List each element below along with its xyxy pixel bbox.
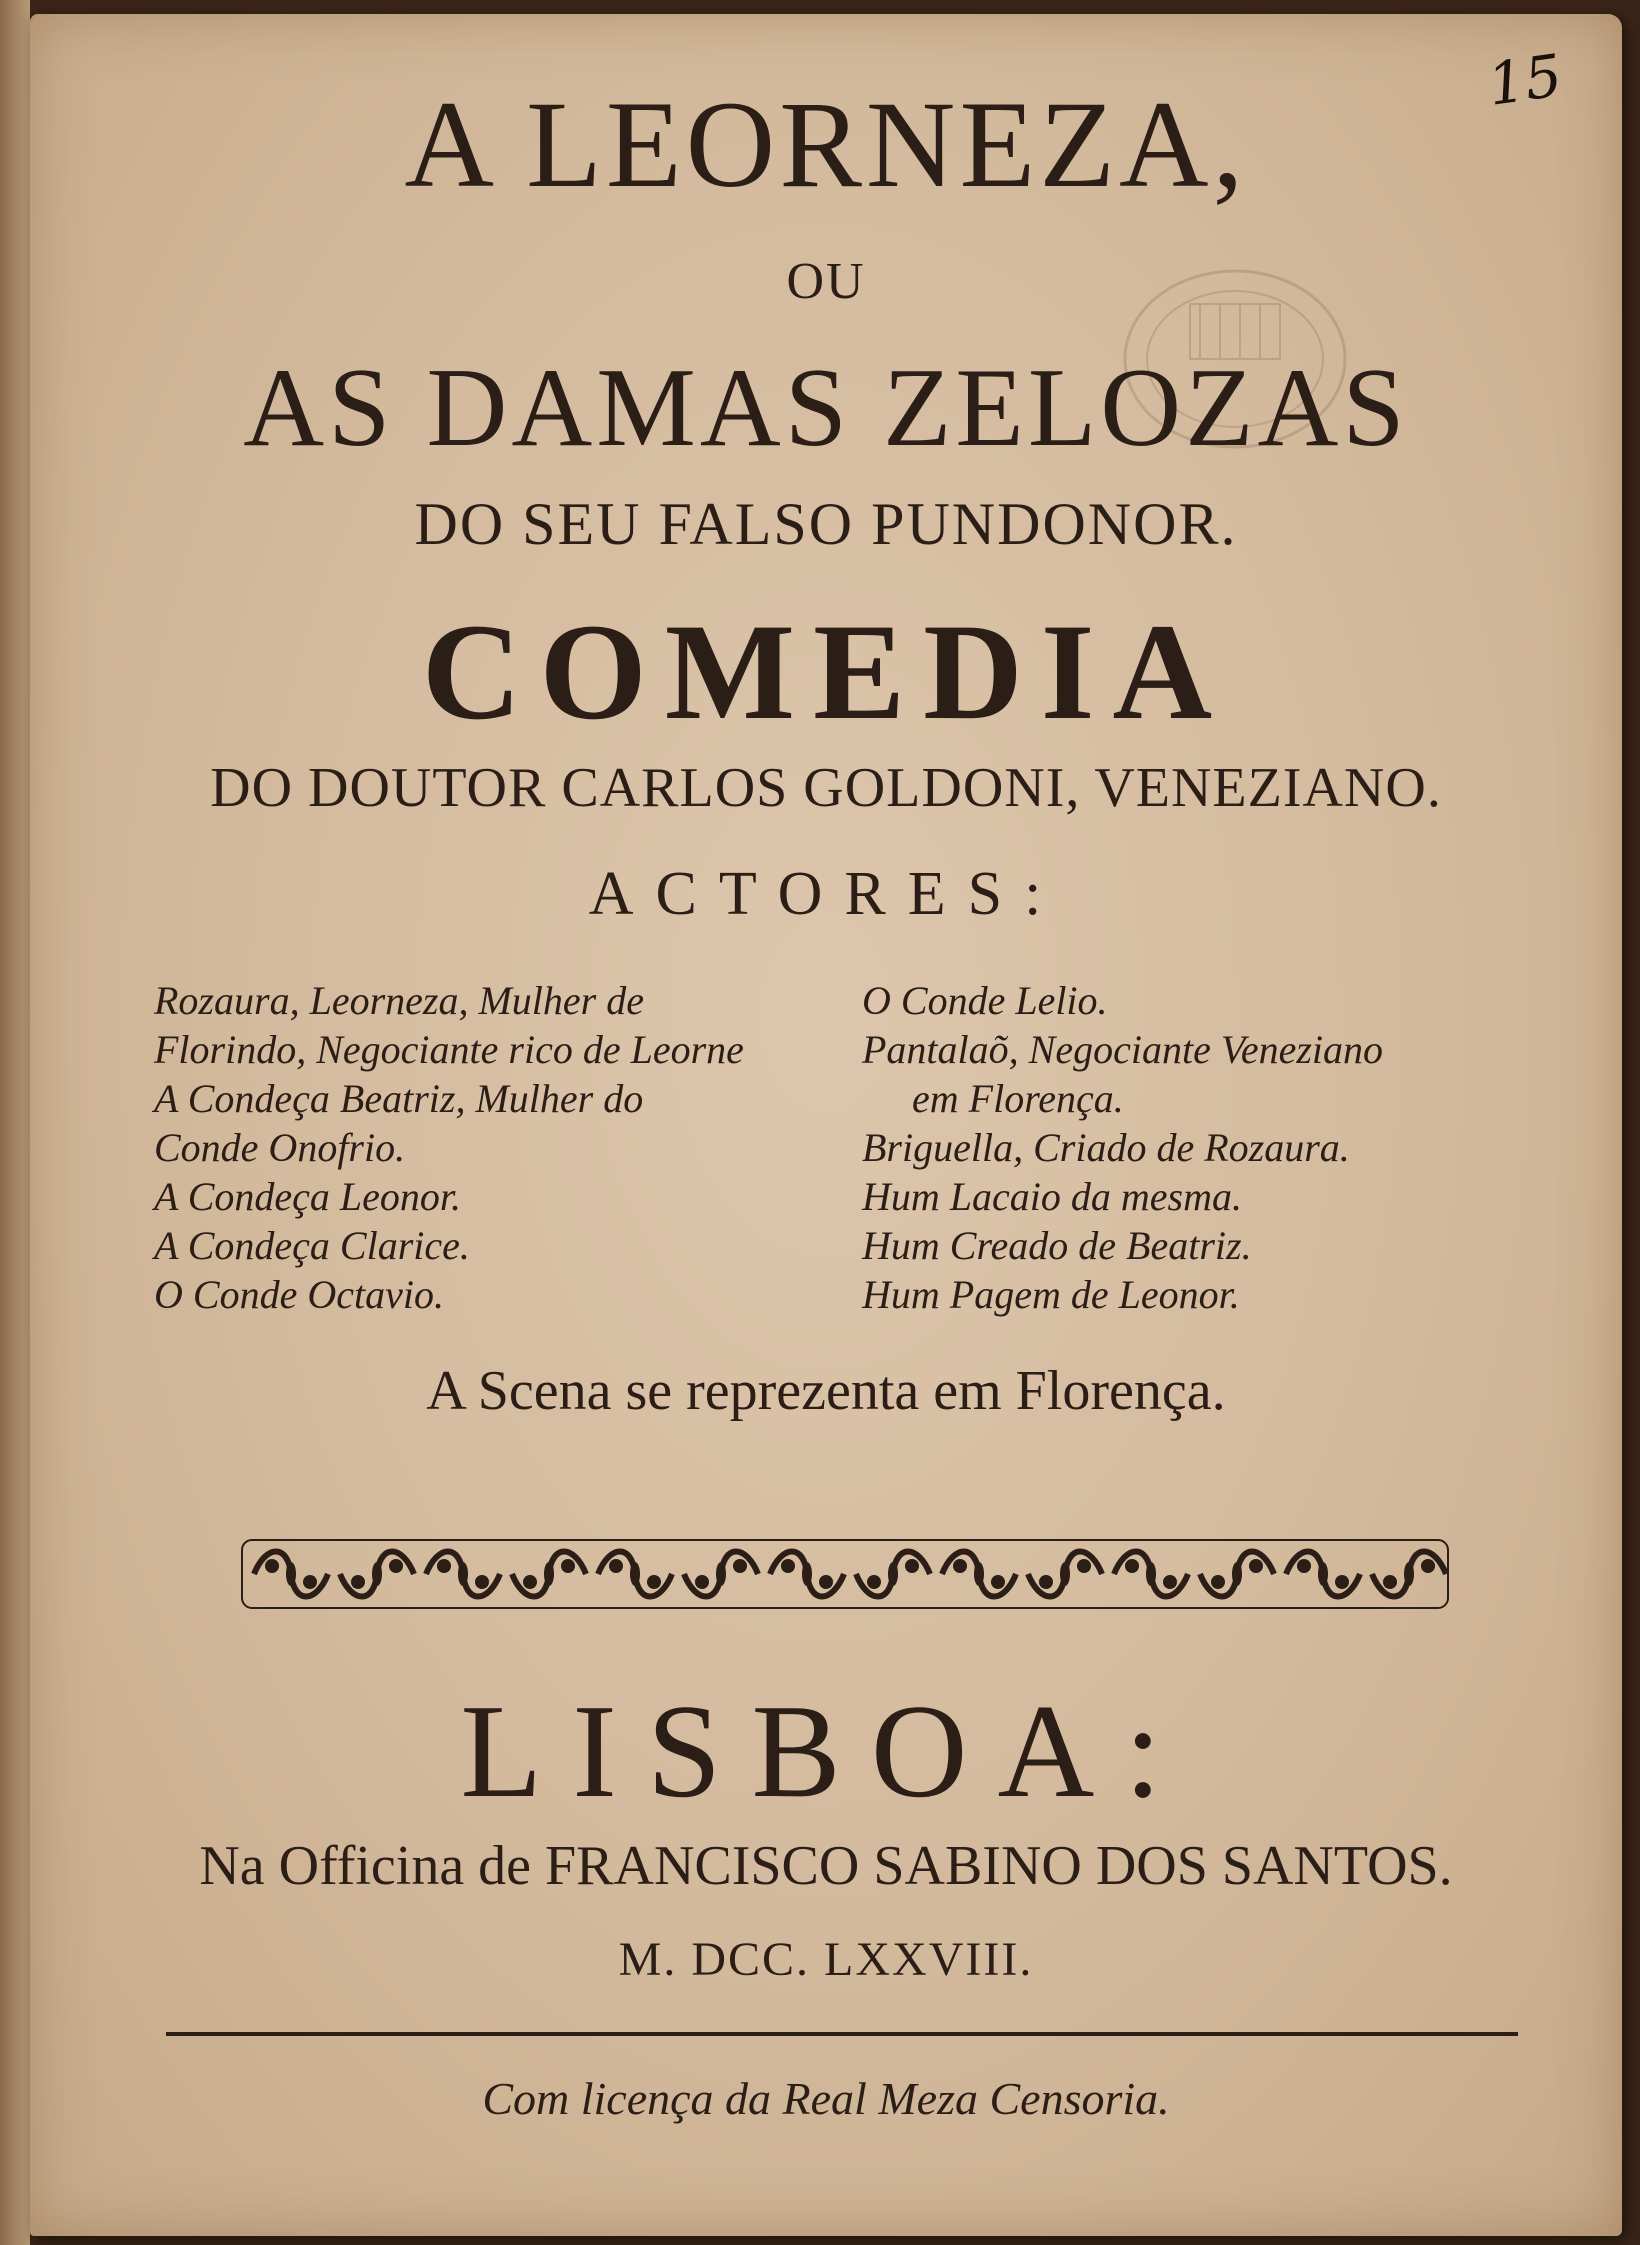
actores-heading: ACTORES: <box>588 860 1064 928</box>
title-line-1: A LEORNEZA, <box>404 76 1248 213</box>
cast-list-left <box>154 976 744 1319</box>
title-line-3: DO SEU FALSO PUNDONOR. <box>414 491 1238 557</box>
title-page <box>30 14 1622 2236</box>
title-line-2: AS DAMAS ZELOZAS <box>243 346 1409 470</box>
page-edge-strip <box>0 0 30 2245</box>
ornament-unit <box>1114 1552 1188 1597</box>
ornament-band-icon <box>240 1534 1450 1614</box>
cast-entry: Conde Onofrio. <box>154 1125 406 1170</box>
cast-entry: Florindo, Negociante rico de Leorne <box>154 1027 744 1072</box>
place-heading: LISBOA: <box>460 1677 1192 1825</box>
horizontal-rule <box>166 2032 1518 2036</box>
cast-entry: Rozaura, Leorneza, Mulher de <box>154 978 644 1023</box>
handwritten-folio-mark: 15 <box>1483 41 1567 119</box>
printer-line: Na Officina de FRANCISCO SABINO DOS SANTOS. <box>199 1835 1453 1897</box>
cast-entry: em Florença. <box>912 1076 1124 1121</box>
license-line: Com licença da Real Meza Censoria. <box>482 2073 1170 2124</box>
cast-entry: O Conde Lelio. <box>862 978 1108 1023</box>
cast-entry: O Conde Octavio. <box>154 1272 444 1317</box>
title-ou: OU <box>786 253 866 310</box>
ornament-unit <box>598 1552 672 1597</box>
cast-entry: Briguella, Criado de Rozaura. <box>862 1125 1350 1170</box>
publication-year: M. DCC. LXXVIII. <box>618 1933 1034 1986</box>
cast-entry: Hum Lacaio da mesma. <box>862 1174 1242 1219</box>
ornament-unit <box>856 1552 930 1597</box>
cast-entry: A Condeça Beatriz, Mulher do <box>154 1076 644 1121</box>
ornament-unit <box>1372 1552 1446 1597</box>
ornament-unit <box>340 1552 414 1597</box>
ornament-unit <box>942 1552 1016 1597</box>
ornament-unit <box>254 1552 328 1597</box>
ornament-unit <box>426 1552 500 1597</box>
ornament-unit <box>512 1552 586 1597</box>
cast-entry: A Condeça Leonor. <box>154 1174 462 1219</box>
cast-list-right <box>862 976 1383 1319</box>
author-line: DO DOUTOR CARLOS GOLDONI, VENEZIANO. <box>210 757 1442 819</box>
cast-entry: Hum Pagem de Leonor. <box>862 1272 1240 1317</box>
ornament-unit <box>1200 1552 1274 1597</box>
ornament-unit <box>1286 1552 1360 1597</box>
cast-entry: Pantalaõ, Negociante Veneziano <box>862 1027 1384 1072</box>
cast-entry: A Condeça Clarice. <box>154 1223 470 1268</box>
ornament-unit <box>770 1552 844 1597</box>
scene-line: A Scena se reprezenta em Florença. <box>426 1360 1226 1422</box>
ornament-unit <box>684 1552 758 1597</box>
genre-heading: COMEDIA <box>421 595 1231 748</box>
ornament-unit <box>1028 1552 1102 1597</box>
cast-entry: Hum Creado de Beatriz. <box>862 1223 1252 1268</box>
